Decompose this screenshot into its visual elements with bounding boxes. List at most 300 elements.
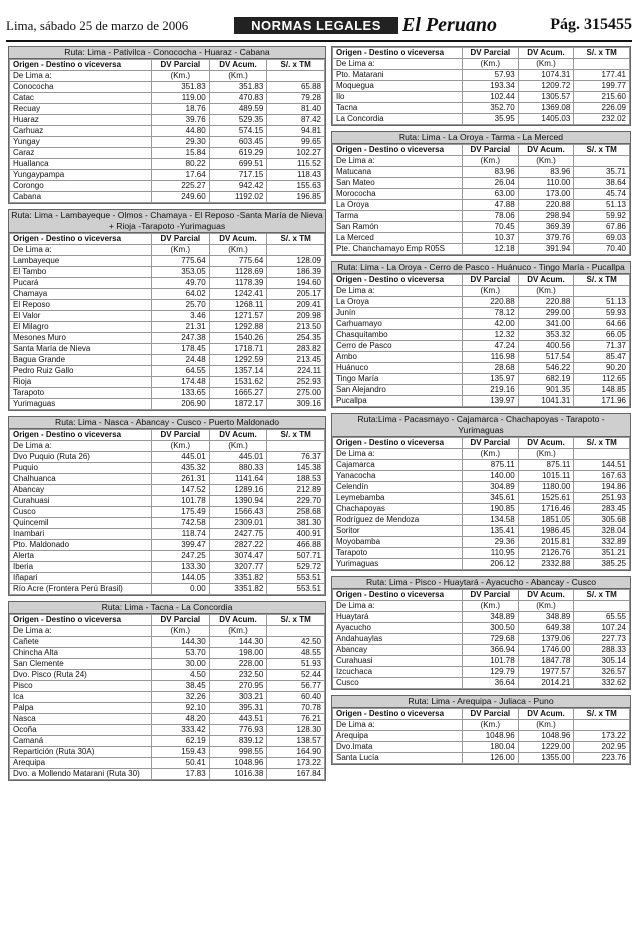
price-cell: 309.16	[267, 399, 325, 410]
dv-parcial-cell: 92.10	[152, 703, 210, 714]
dv-parcial-cell: 80.22	[152, 159, 210, 170]
price-cell: 48.55	[267, 648, 325, 659]
price-cell: 79.28	[267, 93, 325, 104]
dv-parcial-cell: 345.61	[463, 493, 519, 504]
price-cell: 45.74	[574, 189, 630, 200]
table-row	[10, 181, 325, 192]
dv-acum-cell: 489.59	[209, 104, 267, 115]
destination-cell: Izcuchaca	[333, 667, 463, 678]
dv-acum-header: DV Acum.	[518, 145, 574, 156]
dv-acum-cell: 2015.81	[518, 537, 574, 548]
dv-parcial-header: DV Parcial	[463, 48, 519, 59]
dv-parcial-cell: 42.00	[463, 319, 519, 330]
from-lima-label: De Lima a:	[333, 601, 463, 612]
table-row	[333, 515, 630, 526]
dv-parcial-header: DV Parcial	[463, 275, 519, 286]
table-row	[333, 460, 630, 471]
destination-cell: Dvo. a Mollendo Matarani (Ruta 30)	[10, 769, 152, 780]
from-lima-label: De Lima a:	[333, 59, 463, 70]
km-unit: (Km.)	[209, 441, 267, 452]
dv-parcial-cell: 140.00	[463, 471, 519, 482]
price-cell: 148.85	[574, 385, 630, 396]
table-row	[10, 518, 325, 529]
table-row	[10, 137, 325, 148]
table-header-row	[10, 615, 325, 626]
destination-cell: El Valor	[10, 311, 152, 322]
price-cell: 275.00	[267, 388, 325, 399]
table-row	[333, 297, 630, 308]
destination-cell: Cusco	[10, 507, 152, 518]
destination-cell: Pucallpa	[333, 396, 463, 407]
dv-acum-cell: 1665.27	[209, 388, 267, 399]
empty-cell	[267, 626, 325, 637]
dv-parcial-header: DV Parcial	[463, 590, 519, 601]
dv-acum-header: DV Acum.	[209, 234, 267, 245]
dv-acum-cell: 717.15	[209, 170, 267, 181]
destination-cell: Pucará	[10, 278, 152, 289]
table-row	[333, 352, 630, 363]
km-unit: (Km.)	[209, 71, 267, 82]
destination-cell: Matucana	[333, 167, 463, 178]
empty-cell	[574, 286, 630, 297]
dv-acum-cell: 1292.88	[209, 322, 267, 333]
destination-cell: Tarma	[333, 211, 463, 222]
km-unit: (Km.)	[463, 286, 519, 297]
destination-cell: Huánuco	[333, 363, 463, 374]
price-cell: 196.85	[267, 192, 325, 203]
origin-header: Origen - Destino o viceversa	[333, 275, 463, 286]
header-rule	[6, 40, 632, 42]
left-route-table	[8, 416, 326, 596]
dv-parcial-cell: 353.05	[152, 267, 210, 278]
from-lima-label: De Lima a:	[333, 720, 463, 731]
dv-parcial-cell: 36.64	[463, 678, 519, 689]
price-cell: 59.92	[574, 211, 630, 222]
dv-parcial-cell: 12.32	[463, 330, 519, 341]
route-title: Ruta: Lima - Nasca - Abancay - Cusco - Puerto Maldonado	[9, 417, 325, 429]
price-cell: 51.13	[574, 200, 630, 211]
dv-parcial-cell: 133.65	[152, 388, 210, 399]
table-row	[333, 559, 630, 570]
dv-acum-cell: 173.00	[518, 189, 574, 200]
dv-parcial-header: DV Parcial	[152, 234, 210, 245]
dv-parcial-cell: 4.50	[152, 670, 210, 681]
table-row	[333, 396, 630, 407]
dv-acum-cell: 348.89	[518, 612, 574, 623]
dv-acum-cell: 1289.16	[209, 485, 267, 496]
table-row	[10, 115, 325, 126]
price-cell: 56.77	[267, 681, 325, 692]
from-lima-label: De Lima a:	[333, 286, 463, 297]
price-cell: 65.88	[267, 82, 325, 93]
dv-acum-cell: 619.29	[209, 148, 267, 159]
table-row	[10, 170, 325, 181]
dv-parcial-cell: 110.95	[463, 548, 519, 559]
dv-parcial-cell: 83.96	[463, 167, 519, 178]
dv-parcial-cell: 101.78	[152, 496, 210, 507]
dv-acum-cell: 2126.76	[518, 548, 574, 559]
destination-cell: Ocoña	[10, 725, 152, 736]
right-route-table	[331, 46, 631, 126]
price-cell: 67.86	[574, 222, 630, 233]
table-row	[333, 612, 630, 623]
destination-cell: Caraz	[10, 148, 152, 159]
km-unit: (Km.)	[518, 59, 574, 70]
dv-parcial-cell: 78.12	[463, 308, 519, 319]
table-header-row	[10, 234, 325, 245]
table-row	[333, 374, 630, 385]
dv-parcial-cell: 129.79	[463, 667, 519, 678]
left-route-table	[8, 209, 326, 411]
dv-acum-cell: 649.38	[518, 623, 574, 634]
price-cell: 102.27	[267, 148, 325, 159]
price-cell: 199.77	[574, 81, 630, 92]
price-cell: 59.93	[574, 308, 630, 319]
dv-parcial-header: DV Parcial	[152, 60, 210, 71]
destination-cell: Santa María de Nieva	[10, 344, 152, 355]
table-subheader-row	[333, 720, 630, 731]
empty-cell	[574, 720, 630, 731]
price-cell: 213.50	[267, 322, 325, 333]
destination-cell: Repartición (Ruta 30A)	[10, 747, 152, 758]
price-cell: 226.09	[574, 103, 630, 114]
table-row	[333, 471, 630, 482]
table-subheader-row	[333, 59, 630, 70]
dv-parcial-cell: 147.52	[152, 485, 210, 496]
price-cell: 35.71	[574, 167, 630, 178]
dv-acum-cell: 470.83	[209, 93, 267, 104]
dv-parcial-header: DV Parcial	[463, 145, 519, 156]
price-cell: 466.88	[267, 540, 325, 551]
table-row	[333, 233, 630, 244]
destination-cell: Tarapoto	[10, 388, 152, 399]
dv-acum-cell: 1851.05	[518, 515, 574, 526]
dv-acum-cell: 1405.03	[518, 114, 574, 125]
destination-cell: Pto. Maldonado	[10, 540, 152, 551]
price-cell: 173.22	[574, 731, 630, 742]
price-cell: 381.30	[267, 518, 325, 529]
dv-parcial-cell: 62.19	[152, 736, 210, 747]
km-unit: (Km.)	[463, 720, 519, 731]
dv-parcial-cell: 190.85	[463, 504, 519, 515]
table-row	[333, 178, 630, 189]
price-cell: 177.41	[574, 70, 630, 81]
price-cell: 99.65	[267, 137, 325, 148]
dv-parcial-cell: 102.44	[463, 92, 519, 103]
route-title: Ruta: Lima - Arequipa - Juliaca - Puno	[332, 696, 630, 708]
destination-cell: Cabana	[10, 192, 152, 203]
dv-acum-cell: 445.01	[209, 452, 267, 463]
km-unit: (Km.)	[209, 626, 267, 637]
dv-parcial-cell: 32.26	[152, 692, 210, 703]
right-route-table	[331, 413, 631, 571]
table-row	[10, 322, 325, 333]
price-cell: 507.71	[267, 551, 325, 562]
price-header: S/. x TM	[574, 590, 630, 601]
destination-cell: Huaraz	[10, 115, 152, 126]
destination-cell: Cañete	[10, 637, 152, 648]
dv-parcial-cell: 133.30	[152, 562, 210, 573]
price-cell: 60.40	[267, 692, 325, 703]
price-cell: 194.60	[267, 278, 325, 289]
dv-parcial-header: DV Parcial	[463, 438, 519, 449]
dv-parcial-cell: 119.00	[152, 93, 210, 104]
price-cell: 69.03	[574, 233, 630, 244]
price-cell: 223.76	[574, 753, 630, 764]
dv-parcial-cell: 53.70	[152, 648, 210, 659]
destination-cell: Nasca	[10, 714, 152, 725]
route-title: Ruta:Lima - Pacasmayo - Cajamarca - Chachapoyas - Tarapoto - Yurimaguas	[332, 414, 630, 437]
dv-acum-cell: 83.96	[518, 167, 574, 178]
table-subheader-row	[10, 626, 325, 637]
km-unit: (Km.)	[518, 720, 574, 731]
table-row	[333, 308, 630, 319]
newspaper-logo: El Peruano	[402, 14, 498, 36]
price-cell: 332.62	[574, 678, 630, 689]
price-cell: 144.51	[574, 460, 630, 471]
dv-parcial-cell: 49.70	[152, 278, 210, 289]
table-row	[333, 753, 630, 764]
price-cell: 38.64	[574, 178, 630, 189]
table-subheader-row	[10, 245, 325, 256]
destination-cell: Chamaya	[10, 289, 152, 300]
destination-cell: Quincemil	[10, 518, 152, 529]
table-row	[333, 634, 630, 645]
table-row	[10, 714, 325, 725]
table-row	[10, 496, 325, 507]
km-unit: (Km.)	[152, 71, 210, 82]
dv-parcial-cell: 57.93	[463, 70, 519, 81]
dv-parcial-cell: 3.46	[152, 311, 210, 322]
origin-header: Origen - Destino o viceversa	[333, 590, 463, 601]
table-row	[333, 537, 630, 548]
price-cell: 305.68	[574, 515, 630, 526]
destination-cell: Soritor	[333, 526, 463, 537]
km-unit: (Km.)	[518, 449, 574, 460]
dv-parcial-cell: 38.45	[152, 681, 210, 692]
destination-cell: Chachapoyas	[333, 504, 463, 515]
dv-acum-cell: 775.64	[209, 256, 267, 267]
destination-cell: Iñapari	[10, 573, 152, 584]
dv-parcial-cell: 219.16	[463, 385, 519, 396]
price-cell: 258.68	[267, 507, 325, 518]
dv-parcial-cell: 159.43	[152, 747, 210, 758]
destination-cell: Cajamarca	[333, 460, 463, 471]
dv-acum-cell: 395.31	[209, 703, 267, 714]
dv-parcial-cell: 352.70	[463, 103, 519, 114]
price-cell: 251.93	[574, 493, 630, 504]
dv-acum-header: DV Acum.	[518, 275, 574, 286]
dv-parcial-cell: 48.20	[152, 714, 210, 725]
dv-acum-cell: 574.15	[209, 126, 267, 137]
destination-cell: Abancay	[333, 645, 463, 656]
destination-cell: Ambo	[333, 352, 463, 363]
dv-acum-header: DV Acum.	[518, 48, 574, 59]
dv-parcial-cell: 178.45	[152, 344, 210, 355]
dv-acum-cell: 1242.41	[209, 289, 267, 300]
dv-acum-cell: 1192.02	[209, 192, 267, 203]
table-row	[10, 573, 325, 584]
dv-acum-cell: 303.21	[209, 692, 267, 703]
destination-cell: Pte. Chanchamayo Emp R05S	[333, 244, 463, 255]
destination-cell: Yungaypampa	[10, 170, 152, 181]
destination-cell: Recuay	[10, 104, 152, 115]
dv-acum-cell: 1872.17	[209, 399, 267, 410]
destination-cell: Río Acre (Frontera Perú Brasil)	[10, 584, 152, 595]
dv-acum-cell: 1268.11	[209, 300, 267, 311]
destination-cell: Alerta	[10, 551, 152, 562]
price-cell: 553.51	[267, 573, 325, 584]
dv-parcial-cell: 78.06	[463, 211, 519, 222]
table-row	[333, 526, 630, 537]
dv-acum-cell: 546.22	[518, 363, 574, 374]
dv-acum-cell: 1355.00	[518, 753, 574, 764]
price-header: S/. x TM	[574, 145, 630, 156]
table-row	[333, 667, 630, 678]
table-subheader-row	[10, 441, 325, 452]
dv-parcial-cell: 351.83	[152, 82, 210, 93]
price-cell: 51.13	[574, 297, 630, 308]
table-row	[10, 562, 325, 573]
destination-cell: Carhuamayo	[333, 319, 463, 330]
dv-acum-cell: 144.30	[209, 637, 267, 648]
destination-cell: Bagua Grande	[10, 355, 152, 366]
table-row	[10, 474, 325, 485]
dv-parcial-cell: 64.55	[152, 366, 210, 377]
price-header: S/. x TM	[267, 60, 325, 71]
destination-cell: San Alejandro	[333, 385, 463, 396]
dv-parcial-header: DV Parcial	[463, 709, 519, 720]
destination-cell: Junín	[333, 308, 463, 319]
destination-cell: La Concordia	[333, 114, 463, 125]
table-row	[10, 648, 325, 659]
destination-cell: San Ramón	[333, 222, 463, 233]
price-cell: 400.91	[267, 529, 325, 540]
price-cell: 42.50	[267, 637, 325, 648]
price-cell: 215.60	[574, 92, 630, 103]
destination-cell: Chasquitambo	[333, 330, 463, 341]
km-unit: (Km.)	[463, 59, 519, 70]
price-header: S/. x TM	[267, 430, 325, 441]
price-cell: 167.63	[574, 471, 630, 482]
destination-cell: Arequipa	[10, 758, 152, 769]
page-number: Pág. 315455	[550, 16, 632, 33]
dv-parcial-cell: 206.90	[152, 399, 210, 410]
destination-cell: Pto. Matarani	[333, 70, 463, 81]
table-row	[333, 678, 630, 689]
price-cell: 529.72	[267, 562, 325, 573]
table-row	[333, 623, 630, 634]
dv-parcial-cell: 206.12	[463, 559, 519, 570]
route-title: Ruta: Lima - La Oroya - Tarma - La Merced	[332, 132, 630, 144]
dv-acum-cell: 3351.82	[209, 573, 267, 584]
table-row	[10, 126, 325, 137]
from-lima-label: De Lima a:	[10, 245, 152, 256]
dv-acum-cell: 1305.57	[518, 92, 574, 103]
origin-header: Origen - Destino o viceversa	[333, 145, 463, 156]
destination-cell: Tarapoto	[333, 548, 463, 559]
dv-acum-cell: 1525.61	[518, 493, 574, 504]
destination-cell: Mesones Muro	[10, 333, 152, 344]
price-cell: 328.04	[574, 526, 630, 537]
from-lima-label: De Lima a:	[333, 156, 463, 167]
price-header: S/. x TM	[267, 615, 325, 626]
destination-cell: El Milagro	[10, 322, 152, 333]
price-cell: 76.37	[267, 452, 325, 463]
table-subheader-row	[333, 601, 630, 612]
table-row	[333, 200, 630, 211]
left-route-table	[8, 46, 326, 204]
dv-acum-header: DV Acum.	[209, 60, 267, 71]
table-row	[10, 551, 325, 562]
table-row	[10, 584, 325, 595]
price-cell: 332.89	[574, 537, 630, 548]
table-row	[333, 70, 630, 81]
destination-cell: Yurimaguas	[10, 399, 152, 410]
table-row	[333, 103, 630, 114]
table-row	[333, 504, 630, 515]
table-row	[10, 366, 325, 377]
table-header-row	[333, 145, 630, 156]
dv-acum-cell: 110.00	[518, 178, 574, 189]
origin-header: Origen - Destino o viceversa	[10, 430, 152, 441]
dv-parcial-cell: 135.97	[463, 374, 519, 385]
dv-acum-cell: 353.32	[518, 330, 574, 341]
price-cell: 51.93	[267, 659, 325, 670]
price-cell: 232.02	[574, 114, 630, 125]
dv-acum-cell: 232.50	[209, 670, 267, 681]
dv-parcial-cell: 21.31	[152, 322, 210, 333]
table-row	[10, 104, 325, 115]
price-header: S/. x TM	[574, 438, 630, 449]
dv-parcial-cell: 15.84	[152, 148, 210, 159]
destination-cell: Yungay	[10, 137, 152, 148]
dv-acum-cell: 1357.14	[209, 366, 267, 377]
dv-parcial-cell: 144.30	[152, 637, 210, 648]
dv-acum-cell: 1180.00	[518, 482, 574, 493]
price-cell: 305.14	[574, 656, 630, 667]
empty-cell	[574, 449, 630, 460]
route-title: Ruta: Lima - Tacna - La Concordia	[9, 602, 325, 614]
table-row	[333, 211, 630, 222]
table-row	[10, 82, 325, 93]
price-cell: 209.98	[267, 311, 325, 322]
price-cell: 212.89	[267, 485, 325, 496]
dv-acum-cell: 2427.75	[209, 529, 267, 540]
table-row	[10, 485, 325, 496]
table-row	[333, 330, 630, 341]
page-header	[6, 14, 632, 38]
dv-acum-cell: 1566.43	[209, 507, 267, 518]
destination-cell: Tingo María	[333, 374, 463, 385]
km-unit: (Km.)	[152, 441, 210, 452]
km-unit: (Km.)	[152, 626, 210, 637]
dv-acum-cell: 1977.57	[518, 667, 574, 678]
dv-acum-cell: 603.45	[209, 137, 267, 148]
right-route-table	[331, 695, 631, 765]
destination-cell: Pedro Ruiz Gallo	[10, 366, 152, 377]
table-row	[10, 637, 325, 648]
destination-cell: Arequipa	[333, 731, 463, 742]
empty-cell	[574, 601, 630, 612]
dv-acum-cell: 391.94	[518, 244, 574, 255]
destination-cell: Curahuasi	[333, 656, 463, 667]
dv-acum-cell: 379.76	[518, 233, 574, 244]
table-row	[10, 703, 325, 714]
empty-cell	[574, 59, 630, 70]
km-unit: (Km.)	[518, 156, 574, 167]
empty-cell	[574, 156, 630, 167]
